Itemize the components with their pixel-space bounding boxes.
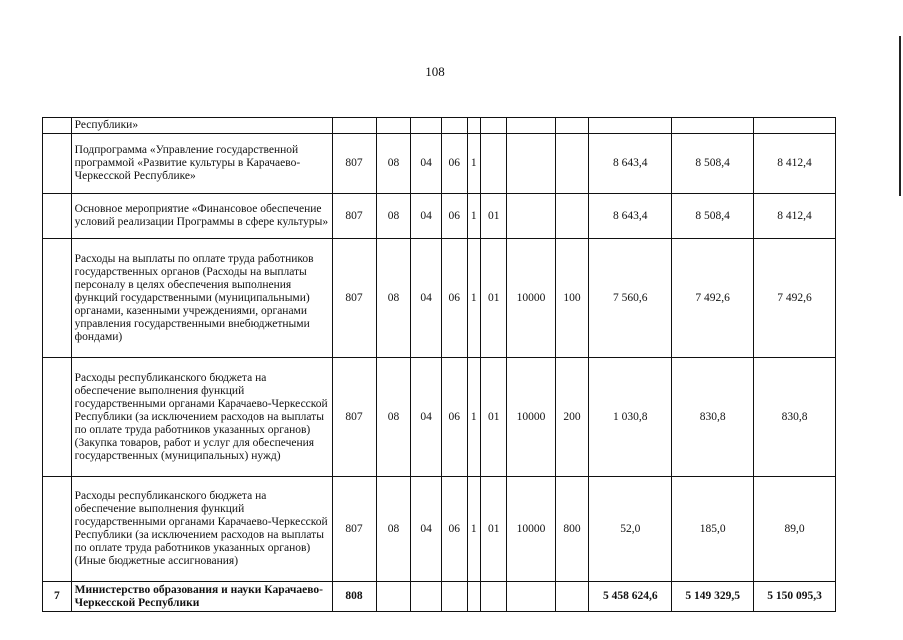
event-code-cell: 01 [480, 358, 507, 477]
amount-year-1-cell: 7 560,6 [589, 239, 672, 358]
program-code-cell [442, 118, 468, 134]
amount-year-3-cell: 830,8 [754, 358, 836, 477]
amount-year-3-cell: 5 150 095,3 [754, 582, 836, 612]
section-code-cell: 08 [376, 358, 411, 477]
direction-code-cell [507, 134, 555, 194]
amount-year-2-cell [672, 118, 754, 134]
amount-year-2-cell: 8 508,4 [672, 194, 754, 239]
ministry-code-cell: 807 [332, 477, 376, 582]
table-row [43, 358, 836, 477]
section-code-cell: 08 [376, 134, 411, 194]
amount-year-1-cell: 52,0 [589, 477, 672, 582]
subsection-code-cell: 04 [411, 194, 442, 239]
amount-year-3-cell: 8 412,4 [754, 134, 836, 194]
amount-year-1-cell: 8 643,4 [589, 134, 672, 194]
amount-year-2-cell: 7 492,6 [672, 239, 754, 358]
expense-type-cell: 100 [555, 239, 589, 358]
section-code-cell: 08 [376, 194, 411, 239]
subprogram-code-cell: 1 [467, 134, 480, 194]
subprogram-code-cell: 1 [467, 194, 480, 239]
direction-code-cell: 10000 [507, 239, 555, 358]
name-cell: Основное мероприятие «Финансовое обеспечение условий реализации Программы в сфере культуры» [71, 194, 332, 239]
event-code-cell: 01 [480, 477, 507, 582]
direction-code-cell [507, 194, 555, 239]
expense-type-cell: 800 [555, 477, 589, 582]
subprogram-code-cell: 1 [467, 239, 480, 358]
section-code-cell [376, 118, 411, 134]
scan-edge-mark [899, 36, 901, 196]
event-code-cell: 01 [480, 239, 507, 358]
name-cell: Министерство образования и науки Карачаево-Черкесской Республики [71, 582, 332, 612]
direction-code-cell: 10000 [507, 477, 555, 582]
name-cell: Расходы на выплаты по оплате труда работников государственных органов (Расходы на выплаты персоналу в целях обеспечения выполнения функций государственными (муниципальными) органами, казенными учреждениями, органами управления государственными внебюджетными фондами) [71, 239, 332, 358]
subsection-code-cell: 04 [411, 134, 442, 194]
amount-year-3-cell: 8 412,4 [754, 194, 836, 239]
direction-code-cell: 10000 [507, 358, 555, 477]
subprogram-code-cell: 1 [467, 358, 480, 477]
table-row [43, 118, 836, 134]
subprogram-code-cell [467, 582, 480, 612]
subsection-code-cell [411, 582, 442, 612]
table-row [43, 477, 836, 582]
ministry-code-cell: 807 [332, 194, 376, 239]
expense-type-cell: 200 [555, 358, 589, 477]
row-number-cell [43, 134, 72, 194]
event-code-cell: 01 [480, 194, 507, 239]
subsection-code-cell: 04 [411, 239, 442, 358]
table-row [43, 582, 836, 612]
expense-type-cell [555, 582, 589, 612]
section-code-cell: 08 [376, 239, 411, 358]
name-cell: Расходы республиканского бюджета на обеспечение выполнения функций государственными органами Карачаево-Черкесской Республики (за исключением расходов на выплаты по оплате труда работников указанных органов) (Закупка товаров, работ и услуг для обеспечения государственных (муниципальных) нужд) [71, 358, 332, 477]
amount-year-1-cell: 8 643,4 [589, 194, 672, 239]
budget-table [42, 117, 836, 612]
subprogram-code-cell: 1 [467, 477, 480, 582]
row-number-cell [43, 358, 72, 477]
event-code-cell [480, 582, 507, 612]
amount-year-3-cell [754, 118, 836, 134]
row-number-cell [43, 477, 72, 582]
amount-year-1-cell: 1 030,8 [589, 358, 672, 477]
amount-year-1-cell: 5 458 624,6 [589, 582, 672, 612]
program-code-cell: 06 [442, 239, 468, 358]
row-number-cell [43, 194, 72, 239]
expense-type-cell [555, 134, 589, 194]
direction-code-cell [507, 118, 555, 134]
subprogram-code-cell [467, 118, 480, 134]
ministry-code-cell: 807 [332, 358, 376, 477]
direction-code-cell [507, 582, 555, 612]
amount-year-2-cell: 5 149 329,5 [672, 582, 754, 612]
row-number-cell [43, 239, 72, 358]
subsection-code-cell [411, 118, 442, 134]
page-number: 108 [425, 64, 445, 79]
expense-type-cell [555, 118, 589, 134]
amount-year-3-cell: 89,0 [754, 477, 836, 582]
expense-type-cell [555, 194, 589, 239]
program-code-cell [442, 582, 468, 612]
event-code-cell [480, 134, 507, 194]
name-cell: Подпрограмма «Управление государственной программой «Развитие культуры в Карачаево-Черкесской Республике» [71, 134, 332, 194]
amount-year-2-cell: 830,8 [672, 358, 754, 477]
amount-year-2-cell: 8 508,4 [672, 134, 754, 194]
row-number-cell: 7 [43, 582, 72, 612]
subsection-code-cell: 04 [411, 358, 442, 477]
amount-year-3-cell: 7 492,6 [754, 239, 836, 358]
table-row [43, 194, 836, 239]
event-code-cell [480, 118, 507, 134]
ministry-code-cell [332, 118, 376, 134]
program-code-cell: 06 [442, 194, 468, 239]
program-code-cell: 06 [442, 477, 468, 582]
name-cell: Республики» [71, 118, 332, 134]
program-code-cell: 06 [442, 134, 468, 194]
section-code-cell: 08 [376, 477, 411, 582]
budget-table-body [43, 118, 836, 612]
name-cell: Расходы республиканского бюджета на обеспечение выполнения функций государственными органами Карачаево-Черкесской Республики (за исключением расходов на выплаты по оплате труда работников указанных органов) (Иные бюджетные ассигнования) [71, 477, 332, 582]
ministry-code-cell: 808 [332, 582, 376, 612]
table-row [43, 134, 836, 194]
subsection-code-cell: 04 [411, 477, 442, 582]
amount-year-1-cell [589, 118, 672, 134]
section-code-cell [376, 582, 411, 612]
row-number-cell [43, 118, 72, 134]
program-code-cell: 06 [442, 358, 468, 477]
table-row [43, 239, 836, 358]
ministry-code-cell: 807 [332, 134, 376, 194]
amount-year-2-cell: 185,0 [672, 477, 754, 582]
ministry-code-cell: 807 [332, 239, 376, 358]
